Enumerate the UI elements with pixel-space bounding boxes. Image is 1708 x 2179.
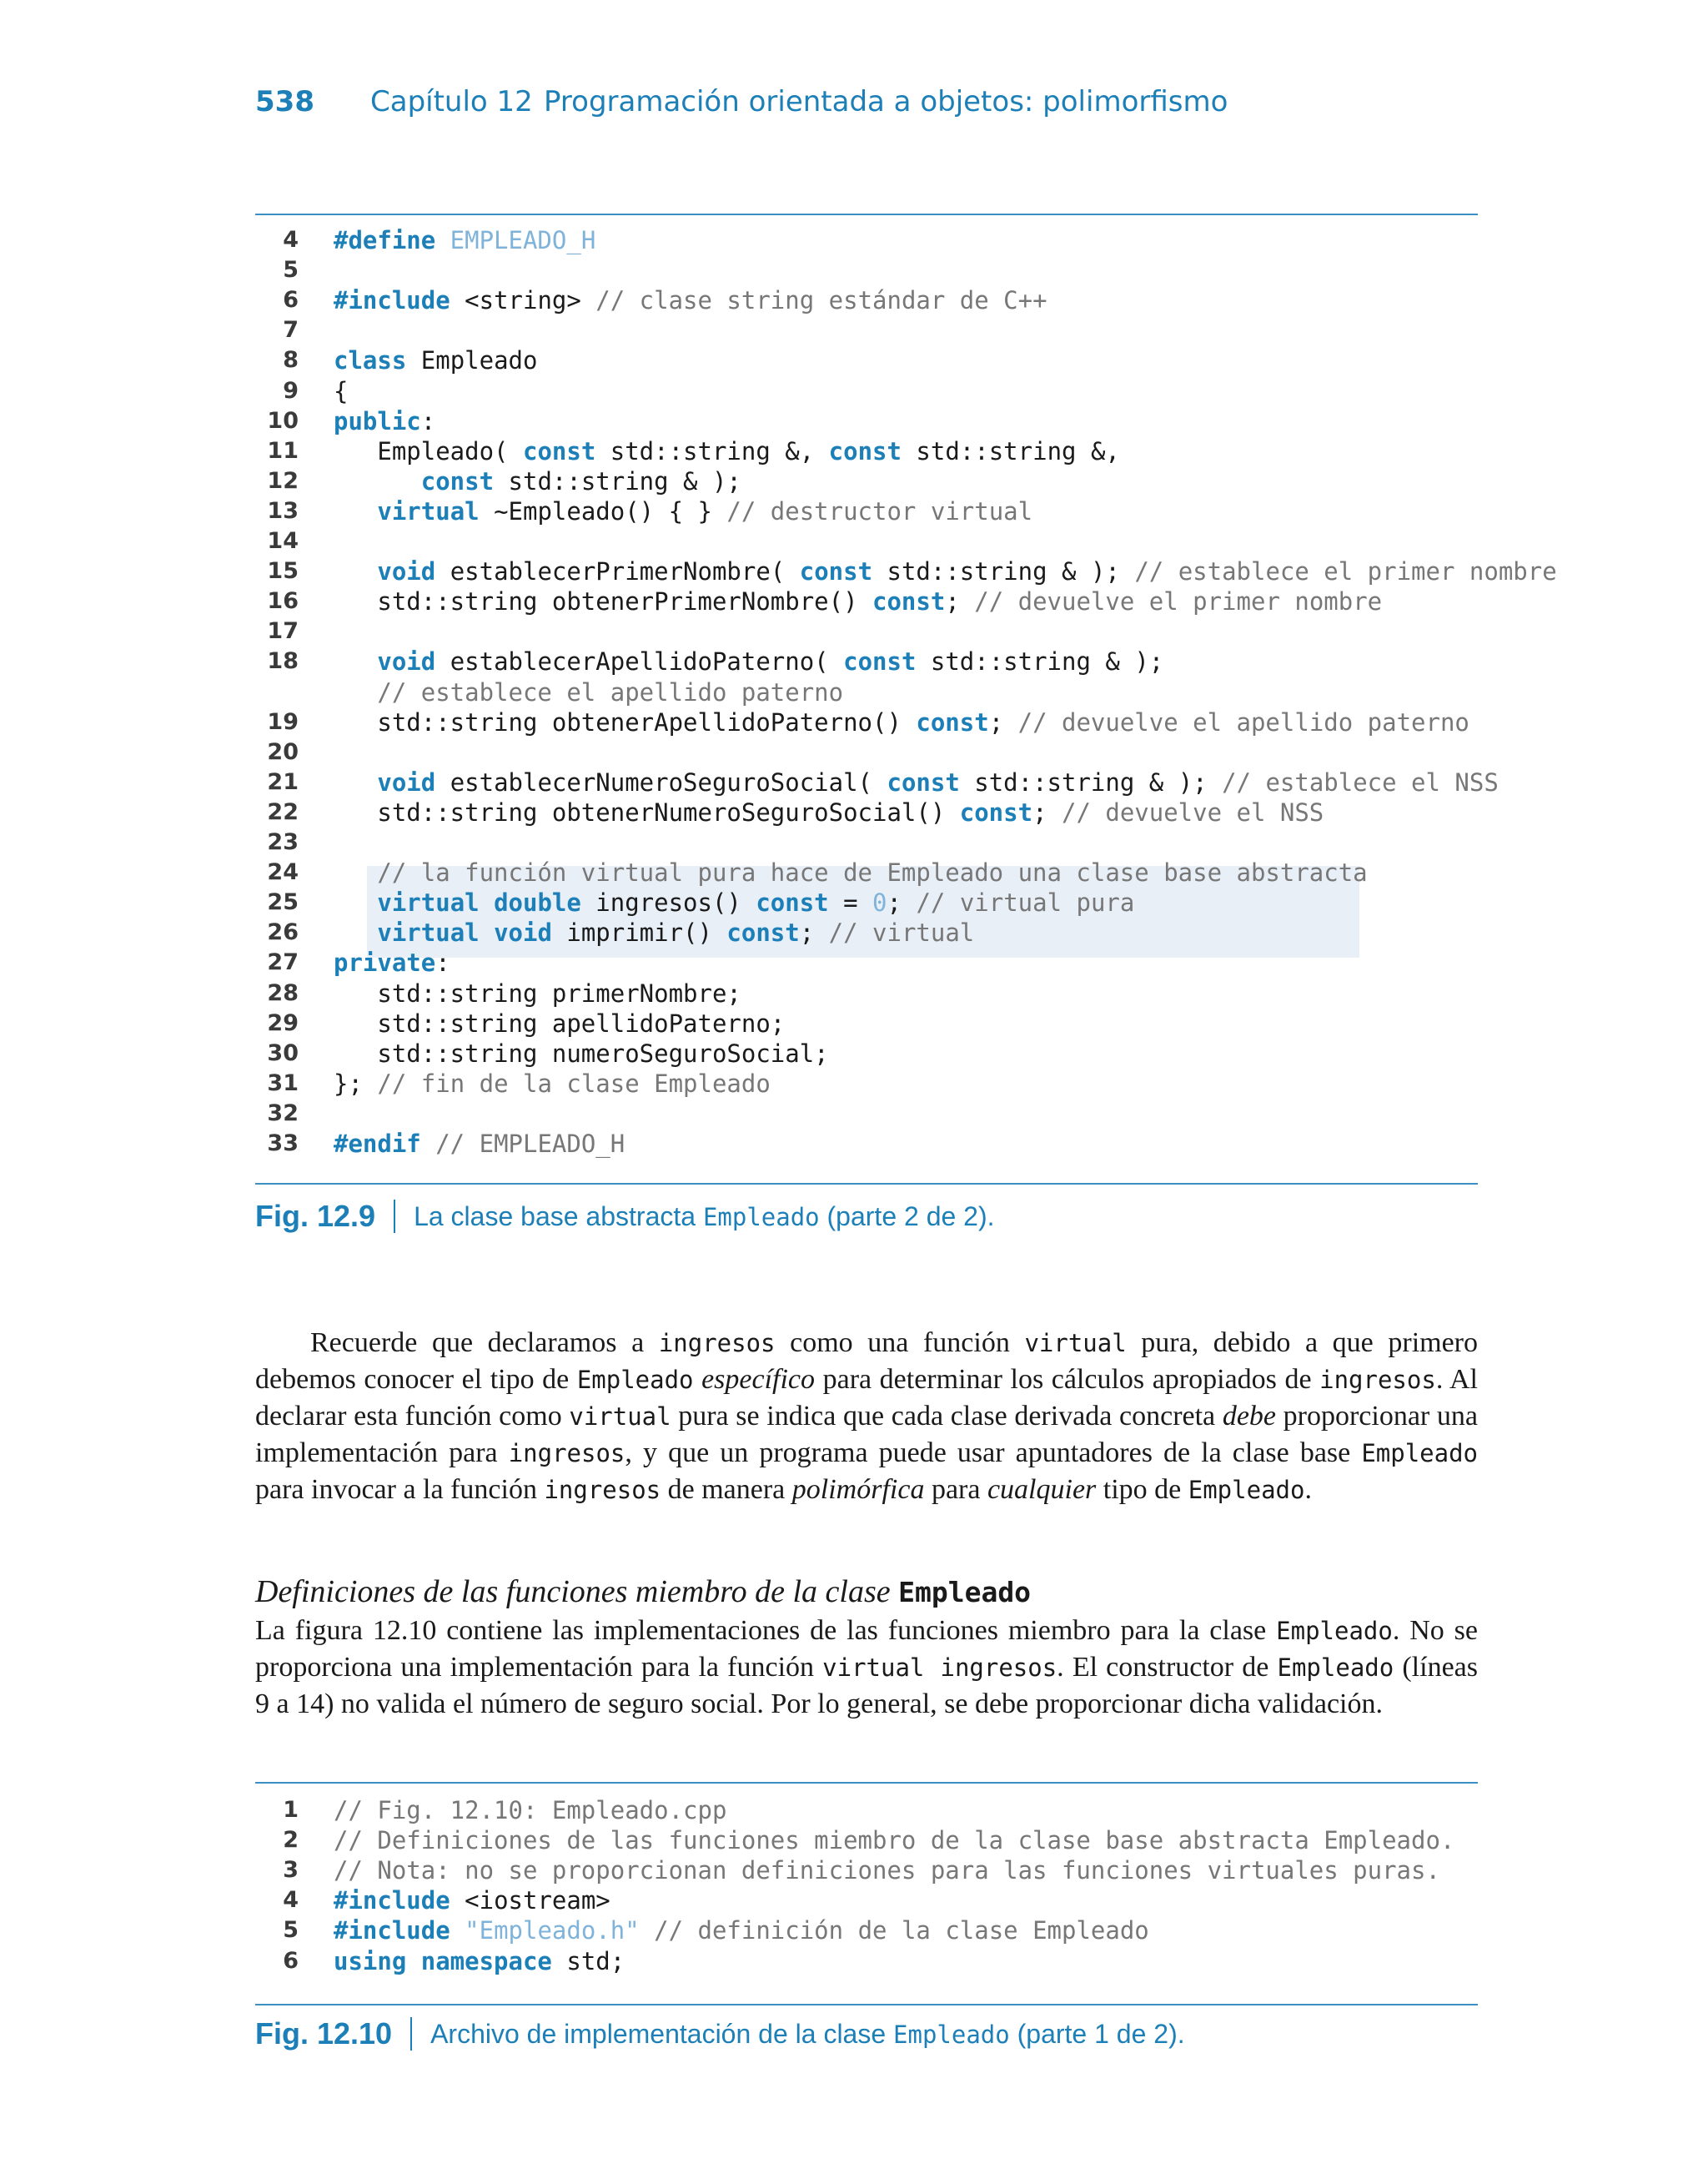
code-line: [255, 828, 1478, 858]
code-text: const std::string & );: [420, 466, 741, 496]
code-line: [255, 496, 1478, 526]
line-number: 6: [283, 287, 299, 314]
line-number: 27: [267, 949, 299, 976]
caption-text: Archivo de implementación de la clase Empleado (parte 1 de 2).: [430, 2018, 1185, 2049]
code-text: virtual double ingresos() const = 0; // virtual pura: [377, 888, 1135, 918]
line-number: 16: [267, 588, 299, 615]
code-text: std::string primerNombre;: [334, 979, 741, 1008]
code-text: #include <string> // clase string estándar de C++: [334, 286, 1047, 315]
body-paragraph-1: [255, 1325, 1478, 1508]
code-line: [255, 948, 1478, 978]
line-number: 26: [267, 919, 299, 946]
line-number: 23: [267, 829, 299, 855]
code-text: std::string apellidoPaterno;: [334, 1009, 786, 1038]
code-listing-fig-12-10: [255, 1782, 1478, 2005]
line-number: 12: [267, 467, 299, 494]
code-text: Empleado( const std::string &, const std::string &,: [334, 436, 1120, 465]
code-line: [255, 255, 1478, 285]
code-text: virtual void imprimir() const; // virtual: [377, 918, 975, 948]
line-number: 3: [283, 1857, 299, 1884]
code-line: [255, 707, 1478, 737]
section-heading: Definiciones de las funciones miembro de la clase Empleado: [255, 1574, 1032, 1609]
code-text: using namespace std;: [334, 1946, 625, 1975]
code-line: [255, 436, 1478, 466]
code-line: [255, 556, 1557, 586]
line-number: 24: [267, 859, 299, 886]
line-number: 7: [283, 317, 299, 344]
line-number: 31: [267, 1069, 299, 1096]
code-text: // Definiciones de las funciones miembro de la clase base abstracta Empleado.: [334, 1826, 1455, 1855]
code-line: [255, 1069, 1478, 1099]
running-head: [255, 77, 1228, 127]
line-number: 13: [267, 497, 299, 524]
code-text: #endif // EMPLEADO_H: [334, 1130, 625, 1158]
body-paragraph-2: [255, 1613, 1478, 1722]
code-line: [255, 767, 1499, 798]
code-text: // Nota: no se proporcionan definiciones para las funciones virtuales puras.: [334, 1856, 1440, 1885]
code-line: [255, 1825, 1478, 1855]
code-line: [255, 345, 1478, 375]
code-text: std::string obtenerApellidoPaterno() const; // devuelve el apellido paterno: [334, 707, 1469, 737]
code-line: [255, 918, 1478, 948]
code-line: [255, 315, 1478, 345]
code-line: [255, 798, 1478, 828]
code-line: [255, 979, 1478, 1009]
caption-divider: [394, 1200, 395, 1233]
line-number: 18: [267, 648, 299, 675]
code-listing-fig-12-9: [255, 214, 1557, 1185]
paragraph-text: Recuerde que declaramos a ingresos como una función virtual pura, debido a que primero debemos conocer el tipo de Empleado específico para determinar los cálculos apropiados de ingresos. Al declarar esta función como virtual pura se indica que cada clase derivada concreta debe proporcionar una implementación para ingresos, y que un programa puede usar apuntadores de la clase base Empleado para invocar a la función ingresos de manera polimórfica para cualquier tipo de Empleado.: [255, 1327, 1479, 1505]
code-line: [255, 1855, 1478, 1885]
code-line: [255, 1009, 1478, 1039]
code-text: std::string obtenerPrimerNombre() const; // devuelve el primer nombre: [334, 587, 1383, 616]
code-line: [255, 677, 1478, 707]
code-text: // la función virtual pura hace de Empleado una clase base abstracta: [334, 858, 1368, 888]
line-number: 17: [267, 618, 299, 645]
code-text: std::string obtenerNumeroSeguroSocial() const; // devuelve el NSS: [334, 798, 1324, 827]
line-number: 28: [267, 979, 299, 1006]
line-number: 30: [267, 1039, 299, 1066]
line-number: 4: [283, 1887, 299, 1914]
code-line: [255, 586, 1478, 616]
code-text: #include "Empleado.h" // definición de la clase Empleado: [334, 1916, 1149, 1945]
code-text: public:: [334, 406, 436, 435]
line-number: 33: [267, 1130, 299, 1156]
caption-text: La clase base abstracta Empleado (parte 2 de 2).: [414, 1200, 995, 1231]
code-line: [255, 888, 1478, 918]
code-text: virtual ~Empleado() { } // destructor virtual: [377, 496, 1033, 526]
page-number: 538: [255, 85, 314, 118]
chapter-title: Programación orientada a objetos: polimorfismo: [544, 85, 1228, 118]
code-text: class Empleado: [334, 346, 538, 375]
code-text: void establecerPrimerNombre( const std::string & ); // establece el primer nombre: [377, 557, 1557, 586]
line-number: 4: [283, 227, 299, 253]
code-text: #include <iostream>: [334, 1886, 610, 1915]
line-number: 11: [267, 437, 299, 464]
code-line: [255, 1795, 1478, 1825]
figure-label: Fig. 12.10: [255, 2016, 393, 2051]
line-number: 19: [267, 708, 299, 735]
code-text: // establece el apellido paterno: [334, 677, 844, 707]
figure-caption-12-10: [255, 2010, 1185, 2057]
code-line: [255, 858, 1478, 888]
code-line: [255, 376, 1478, 406]
code-text: #define EMPLEADO_H: [334, 226, 596, 254]
line-number: 25: [267, 889, 299, 916]
code-text: void establecerApellidoPaterno( const std::string & );: [377, 647, 1164, 677]
paragraph-text: La figura 12.10 contiene las implementaciones de las funciones miembro para la clase Empleado. No se proporciona una implementación para la función virtual ingresos. El constructor de Empleado (líneas 9 a 14) no valida el número de seguro social. Por lo general, se debe proporcionar dicha validación.: [255, 1615, 1478, 1719]
code-line: [255, 406, 1478, 436]
line-number: 6: [283, 1947, 299, 1974]
code-line: [255, 1885, 1478, 1915]
code-line: [255, 737, 1478, 767]
chapter-label: Capítulo 12: [370, 85, 533, 118]
code-line: [255, 1946, 1478, 1976]
code-line: [255, 526, 1478, 556]
code-text: std::string numeroSeguroSocial;: [334, 1039, 829, 1068]
line-number: 15: [267, 558, 299, 585]
code-line: [255, 647, 1478, 677]
line-number: 22: [267, 798, 299, 825]
figure-label: Fig. 12.9: [255, 1199, 376, 1233]
caption-divider: [410, 2017, 412, 2051]
line-number: 20: [267, 738, 299, 765]
code-text: // Fig. 12.10: Empleado.cpp: [334, 1796, 727, 1824]
code-line: [255, 1039, 1478, 1069]
code-line: [255, 225, 1478, 255]
line-number: 32: [267, 1100, 299, 1126]
line-number: 1: [283, 1797, 299, 1823]
code-text: }; // fin de la clase Empleado: [334, 1069, 771, 1098]
line-number: 29: [267, 1009, 299, 1036]
line-number: 14: [267, 528, 299, 554]
code-line: [255, 285, 1478, 315]
line-number: 5: [283, 257, 299, 284]
line-number: 10: [267, 407, 299, 434]
code-line: [255, 466, 1478, 496]
code-line: [255, 1129, 1478, 1159]
code-text: {: [334, 376, 349, 405]
figure-caption-12-9: [255, 1193, 995, 1240]
line-number: 5: [283, 1917, 299, 1944]
line-number: 8: [283, 347, 299, 374]
line-number: 9: [283, 377, 299, 404]
code-line: [255, 616, 1478, 647]
code-text: void establecerNumeroSeguroSocial( const std::string & ); // establece el NSS: [377, 767, 1499, 797]
code-line: [255, 1915, 1478, 1945]
code-line: [255, 1099, 1478, 1129]
code-text: private:: [334, 949, 450, 978]
line-number: 21: [267, 768, 299, 795]
line-number: 2: [283, 1827, 299, 1854]
